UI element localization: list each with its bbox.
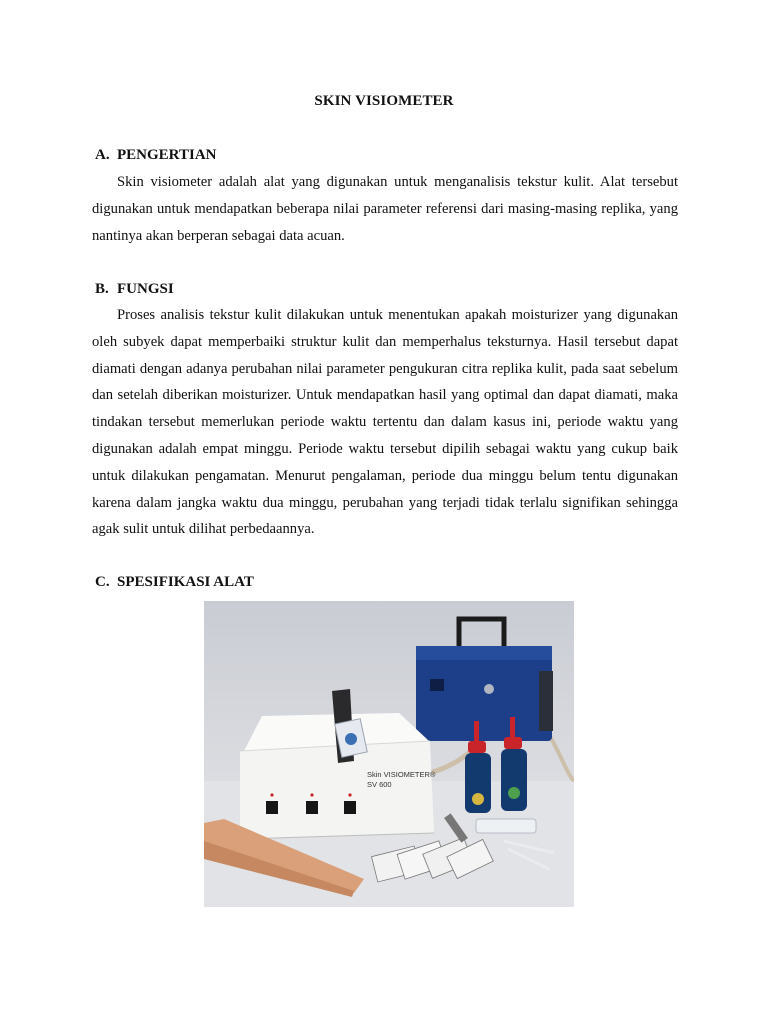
section-heading-text: SPESIFIKASI ALAT	[117, 574, 254, 590]
device-label-line2: SV 600	[367, 780, 392, 789]
skin-visiometer-device	[240, 689, 436, 839]
section-letter: B.	[95, 281, 109, 297]
blue-box	[416, 619, 553, 741]
device-button	[344, 801, 356, 814]
device-button	[306, 801, 318, 814]
section-heading-text: FUNGSI	[117, 281, 174, 297]
device-button	[266, 801, 278, 814]
section-heading-a	[95, 147, 217, 164]
document-title: SKIN VISIOMETER	[314, 93, 454, 109]
device-label-line1: Skin VISIOMETER®	[367, 770, 436, 779]
section-heading-b	[95, 281, 174, 298]
paragraph-fungsi: Proses analisis tekstur kulit dilakukan untuk menentukan apakah moisturizer yang digunakan oleh subyek dapat memperbaiki struktur kulit dan memperhalus teksturnya. Hasil tersebut dapat diamati dengan adanya perubahan nilai parameter pengukuran citra replika kulit, pada saat sebelum dan setelah diberikan moisturizer. Untuk mendapatkan hasil yang optimal dan dapat diamati, maka tindakan tersebut memerlukan periode waktu tertentu dan dalam kasus ini, periode waktu yang digunakan adalah empat minggu. Periode waktu tersebut dipilih sebagai waktu yang cukup baik untuk dilakukan pengamatan. Menurut pengalaman, periode dua minggu belum tentu digunakan karena dalam jangka waktu dua minggu, perubahan yang terjadi tidak terlalu signifikan sehingga agak sulit untuk dilihat perbedaannya.	[92, 307, 678, 538]
device-photo	[204, 601, 574, 907]
section-letter: C.	[95, 574, 110, 590]
section-heading-c	[95, 574, 254, 591]
section-heading-text: PENGERTIAN	[117, 147, 217, 163]
section-letter: A.	[95, 147, 110, 163]
paragraph-pengertian: Skin visiometer adalah alat yang digunakan untuk menganalisis tekstur kulit. Alat tersebut digunakan untuk mendapatkan beberapa nilai parameter referensi dari masing-masing replika, yang nantinya akan berperan sebagai data acuan.	[92, 174, 678, 244]
